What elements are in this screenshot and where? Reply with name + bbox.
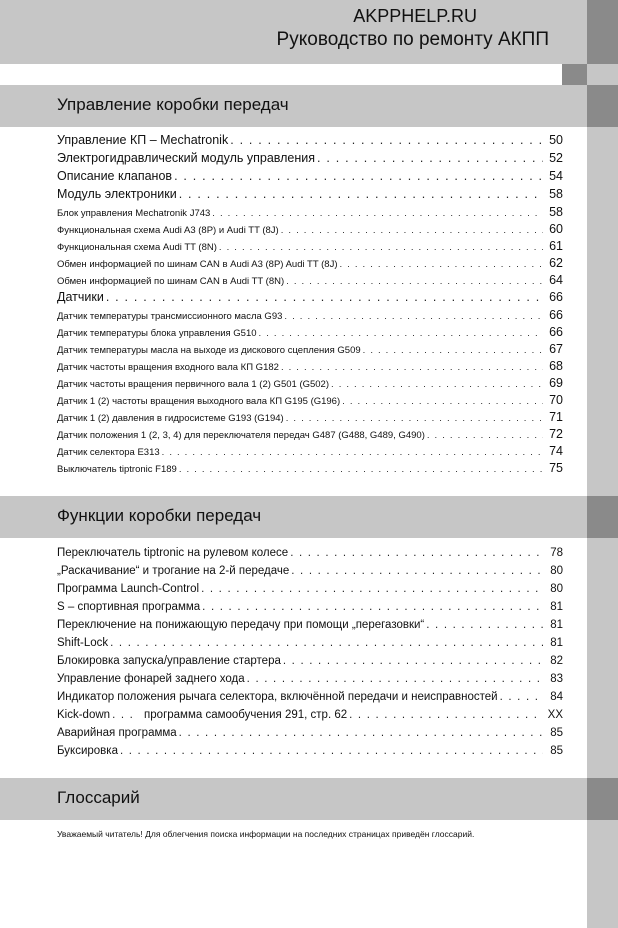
toc-entry[interactable] <box>57 290 563 308</box>
toc-leader-dots <box>106 290 543 304</box>
toc-page-number: 85 <box>550 745 563 757</box>
toc-page-number: 74 <box>549 444 563 458</box>
toc-entry[interactable] <box>57 169 563 187</box>
glossary-note: Уважаемый читатель! Для облегчения поиска информации на последних страницах приведён глоссарий. <box>57 829 475 839</box>
toc-leader-dots <box>290 547 543 559</box>
toc-entry-title: Электрогидравлический модуль управления <box>57 151 316 165</box>
toc-leader-dots <box>317 151 543 165</box>
toc-page-number: 72 <box>549 427 563 441</box>
toc-section-2 <box>57 547 563 763</box>
toc-entry-title: Датчик температуры блока управления G510 <box>57 328 257 339</box>
toc-entry-title: Функциональная схема Audi A3 (8P) и Audi TT (8J) <box>57 225 279 236</box>
toc-leader-dots <box>247 673 543 685</box>
toc-entry[interactable] <box>57 308 563 325</box>
toc-leader-dots <box>286 413 543 424</box>
toc-page-number: 71 <box>549 410 563 424</box>
toc-page-number: 68 <box>549 359 563 373</box>
toc-entry-title: Переключение на понижающую передачу при помощи „перегазовки“ <box>57 619 425 631</box>
section-title: Функции коробки передач <box>57 506 262 525</box>
toc-page-number: 64 <box>549 273 563 287</box>
toc-entry-title: Описание клапанов <box>57 169 173 183</box>
toc-leader-dots <box>174 169 543 183</box>
toc-page-number: 81 <box>550 619 563 631</box>
toc-page-number: 80 <box>550 583 563 595</box>
side-bar-accent-2 <box>587 496 618 538</box>
toc-leader-dots <box>162 447 543 458</box>
toc-entry-title: Управление фонарей заднего хода <box>57 673 245 685</box>
toc-leader-dots <box>426 619 543 631</box>
toc-page-number: 61 <box>549 239 563 253</box>
toc-entry-title: Датчики <box>57 290 104 304</box>
toc-leader-dots <box>179 727 543 739</box>
toc-leader-dots <box>179 187 543 201</box>
toc-entry[interactable] <box>57 133 563 151</box>
toc-entry-title: Аварийная программа <box>57 727 177 739</box>
toc-page-number: 81 <box>550 601 563 613</box>
toc-entry[interactable] <box>57 444 563 461</box>
toc-entry[interactable] <box>57 187 563 205</box>
toc-entry[interactable] <box>57 151 563 169</box>
toc-entry[interactable] <box>57 239 563 256</box>
toc-page-number: 66 <box>549 308 563 322</box>
toc-entry[interactable] <box>57 427 563 444</box>
toc-entry[interactable] <box>57 745 563 763</box>
toc-entry-title: „Раскачивание“ и трогание на 2-й передаче <box>57 565 290 577</box>
toc-leader-dots <box>212 208 543 219</box>
header-corner-block <box>587 0 618 64</box>
toc-entry-title: Переключатель tiptronic на рулевом колесе <box>57 547 289 559</box>
toc-leader-dots <box>230 133 543 147</box>
toc-leader-dots <box>179 464 543 475</box>
toc-entry[interactable] <box>57 637 563 655</box>
toc-entry[interactable] <box>57 601 563 619</box>
toc-entry-title: Программа Launch-Control <box>57 583 200 595</box>
toc-entry[interactable] <box>57 222 563 239</box>
toc-entry-title: Датчик 1 (2) частоты вращения выходного вала КП G195 (G196) <box>57 396 341 407</box>
toc-entry[interactable] <box>57 727 563 745</box>
toc-page-number: 62 <box>549 256 563 270</box>
toc-leader-dots <box>202 601 543 613</box>
toc-leader-dots <box>363 345 543 356</box>
toc-entry-title: Выключатель tiptronic F189 <box>57 464 177 475</box>
section-header-transmission-functions <box>0 496 587 538</box>
toc-leader-dots <box>112 709 136 721</box>
toc-leader-dots <box>259 328 543 339</box>
toc-page-number: 70 <box>549 393 563 407</box>
toc-entry-title: Датчик частоты вращения первичного вала 1 (2) G501 (G502) <box>57 379 330 390</box>
toc-page-number: 81 <box>550 637 563 649</box>
toc-leader-dots <box>281 225 543 236</box>
toc-entry[interactable] <box>57 256 563 273</box>
toc-page-number: 82 <box>550 655 563 667</box>
toc-entry-title: Датчик положения 1 (2, 3, 4) для переключателя передач G487 (G488, G489, G490) <box>57 430 425 441</box>
decor-square-dark <box>562 64 587 85</box>
toc-page-number: 52 <box>549 151 563 165</box>
toc-leader-dots <box>500 691 543 703</box>
toc-entry[interactable] <box>57 673 563 691</box>
toc-entry[interactable] <box>57 709 563 727</box>
decor-square-light <box>587 64 618 85</box>
toc-entry-title: Буксировка <box>57 745 118 757</box>
toc-page-number: 80 <box>550 565 563 577</box>
toc-page-number: 84 <box>550 691 563 703</box>
section-header-transmission-control <box>0 85 587 127</box>
toc-entry-title: Датчик температуры трансмиссионного масла G93 <box>57 311 283 322</box>
toc-leader-dots <box>427 430 543 441</box>
toc-leader-dots <box>284 311 543 322</box>
toc-entry-title: Датчик частоты вращения входного вала КП G182 <box>57 362 279 373</box>
toc-entry-title: Функциональная схема Audi TT (8N) <box>57 242 217 253</box>
toc-page-number: 66 <box>549 290 563 304</box>
toc-entry[interactable] <box>57 655 563 673</box>
toc-page-number: 60 <box>549 222 563 236</box>
toc-leader-dots <box>331 379 543 390</box>
toc-entry[interactable] <box>57 583 563 601</box>
toc-entry-title: Обмен информацией по шинам CAN в Audi TT (8N) <box>57 276 285 287</box>
toc-entry-title: S – спортивная программа <box>57 601 201 613</box>
toc-page-number: 75 <box>549 461 563 475</box>
toc-entry-title: Датчик селектора E313 <box>57 447 160 458</box>
toc-entry[interactable] <box>57 691 563 709</box>
toc-entry[interactable] <box>57 461 563 478</box>
toc-entry[interactable] <box>57 359 563 376</box>
toc-leader-dots <box>283 655 543 667</box>
toc-page-number: 58 <box>549 187 563 201</box>
toc-entry-title: Shift-Lock <box>57 637 109 649</box>
toc-leader-dots <box>286 276 543 287</box>
toc-entry[interactable] <box>57 565 563 583</box>
toc-leader-dots <box>340 259 544 270</box>
toc-leader-dots <box>201 583 543 595</box>
toc-leader-dots <box>110 637 543 649</box>
site-name: AKPPHELP.RU <box>353 6 477 26</box>
toc-entry[interactable] <box>57 325 563 342</box>
toc-entry[interactable] <box>57 205 563 222</box>
toc-page-number: XX <box>547 709 563 721</box>
toc-entry[interactable] <box>57 547 563 565</box>
toc-entry-reference: программа самообучения 291, стр. 62 <box>144 709 348 721</box>
toc-entry-title: Датчик 1 (2) давления в гидросистеме G193 (G194) <box>57 413 284 424</box>
toc-entry[interactable] <box>57 273 563 290</box>
toc-entry[interactable] <box>57 410 563 427</box>
toc-leader-dots <box>219 242 543 253</box>
toc-entry-title: Kick-down <box>57 709 111 721</box>
toc-page-number: 85 <box>550 727 563 739</box>
toc-entry[interactable] <box>57 619 563 637</box>
toc-page-number: 58 <box>549 205 563 219</box>
header-subtitle: Руководство по ремонту АКПП <box>276 29 549 50</box>
toc-entry[interactable] <box>57 376 563 393</box>
toc-page-number: 54 <box>549 169 563 183</box>
toc-page-number: 78 <box>550 547 563 559</box>
toc-page-number: 83 <box>550 673 563 685</box>
toc-leader-dots <box>281 362 543 373</box>
toc-leader-dots <box>291 565 543 577</box>
section-title: Глоссарий <box>57 788 140 807</box>
toc-page-number: 50 <box>549 133 563 147</box>
toc-section-1 <box>57 133 563 478</box>
toc-page-number: 69 <box>549 376 563 390</box>
toc-entry-title: Модуль электроники <box>57 187 177 201</box>
side-bar-accent-1 <box>587 85 618 127</box>
section-header-glossary <box>0 778 587 820</box>
side-bar-accent-3 <box>587 778 618 820</box>
toc-entry-title: Обмен информацией по шинам CAN в Audi A3 (8P) Audi TT (8J) <box>57 259 338 270</box>
header-bar <box>0 0 587 64</box>
toc-page-number: 67 <box>549 342 563 356</box>
toc-leader-dots <box>349 709 543 721</box>
toc-entry-title: Индикатор положения рычага селектора, включённой передачи и неисправностей <box>57 691 498 703</box>
toc-entry-title: Управление КП – Mechatronik <box>57 133 229 147</box>
toc-entry[interactable] <box>57 342 563 359</box>
toc-page-number: 66 <box>549 325 563 339</box>
toc-entry-title: Блок управления Mechatronik J743 <box>57 208 211 219</box>
section-title: Управление коробки передач <box>57 95 289 114</box>
toc-leader-dots <box>342 396 543 407</box>
toc-leader-dots <box>120 745 543 757</box>
toc-entry-title: Блокировка запуска/управление стартера <box>57 655 281 667</box>
toc-entry[interactable] <box>57 393 563 410</box>
toc-entry-title: Датчик температуры масла на выходе из дискового сцепления G509 <box>57 345 361 356</box>
